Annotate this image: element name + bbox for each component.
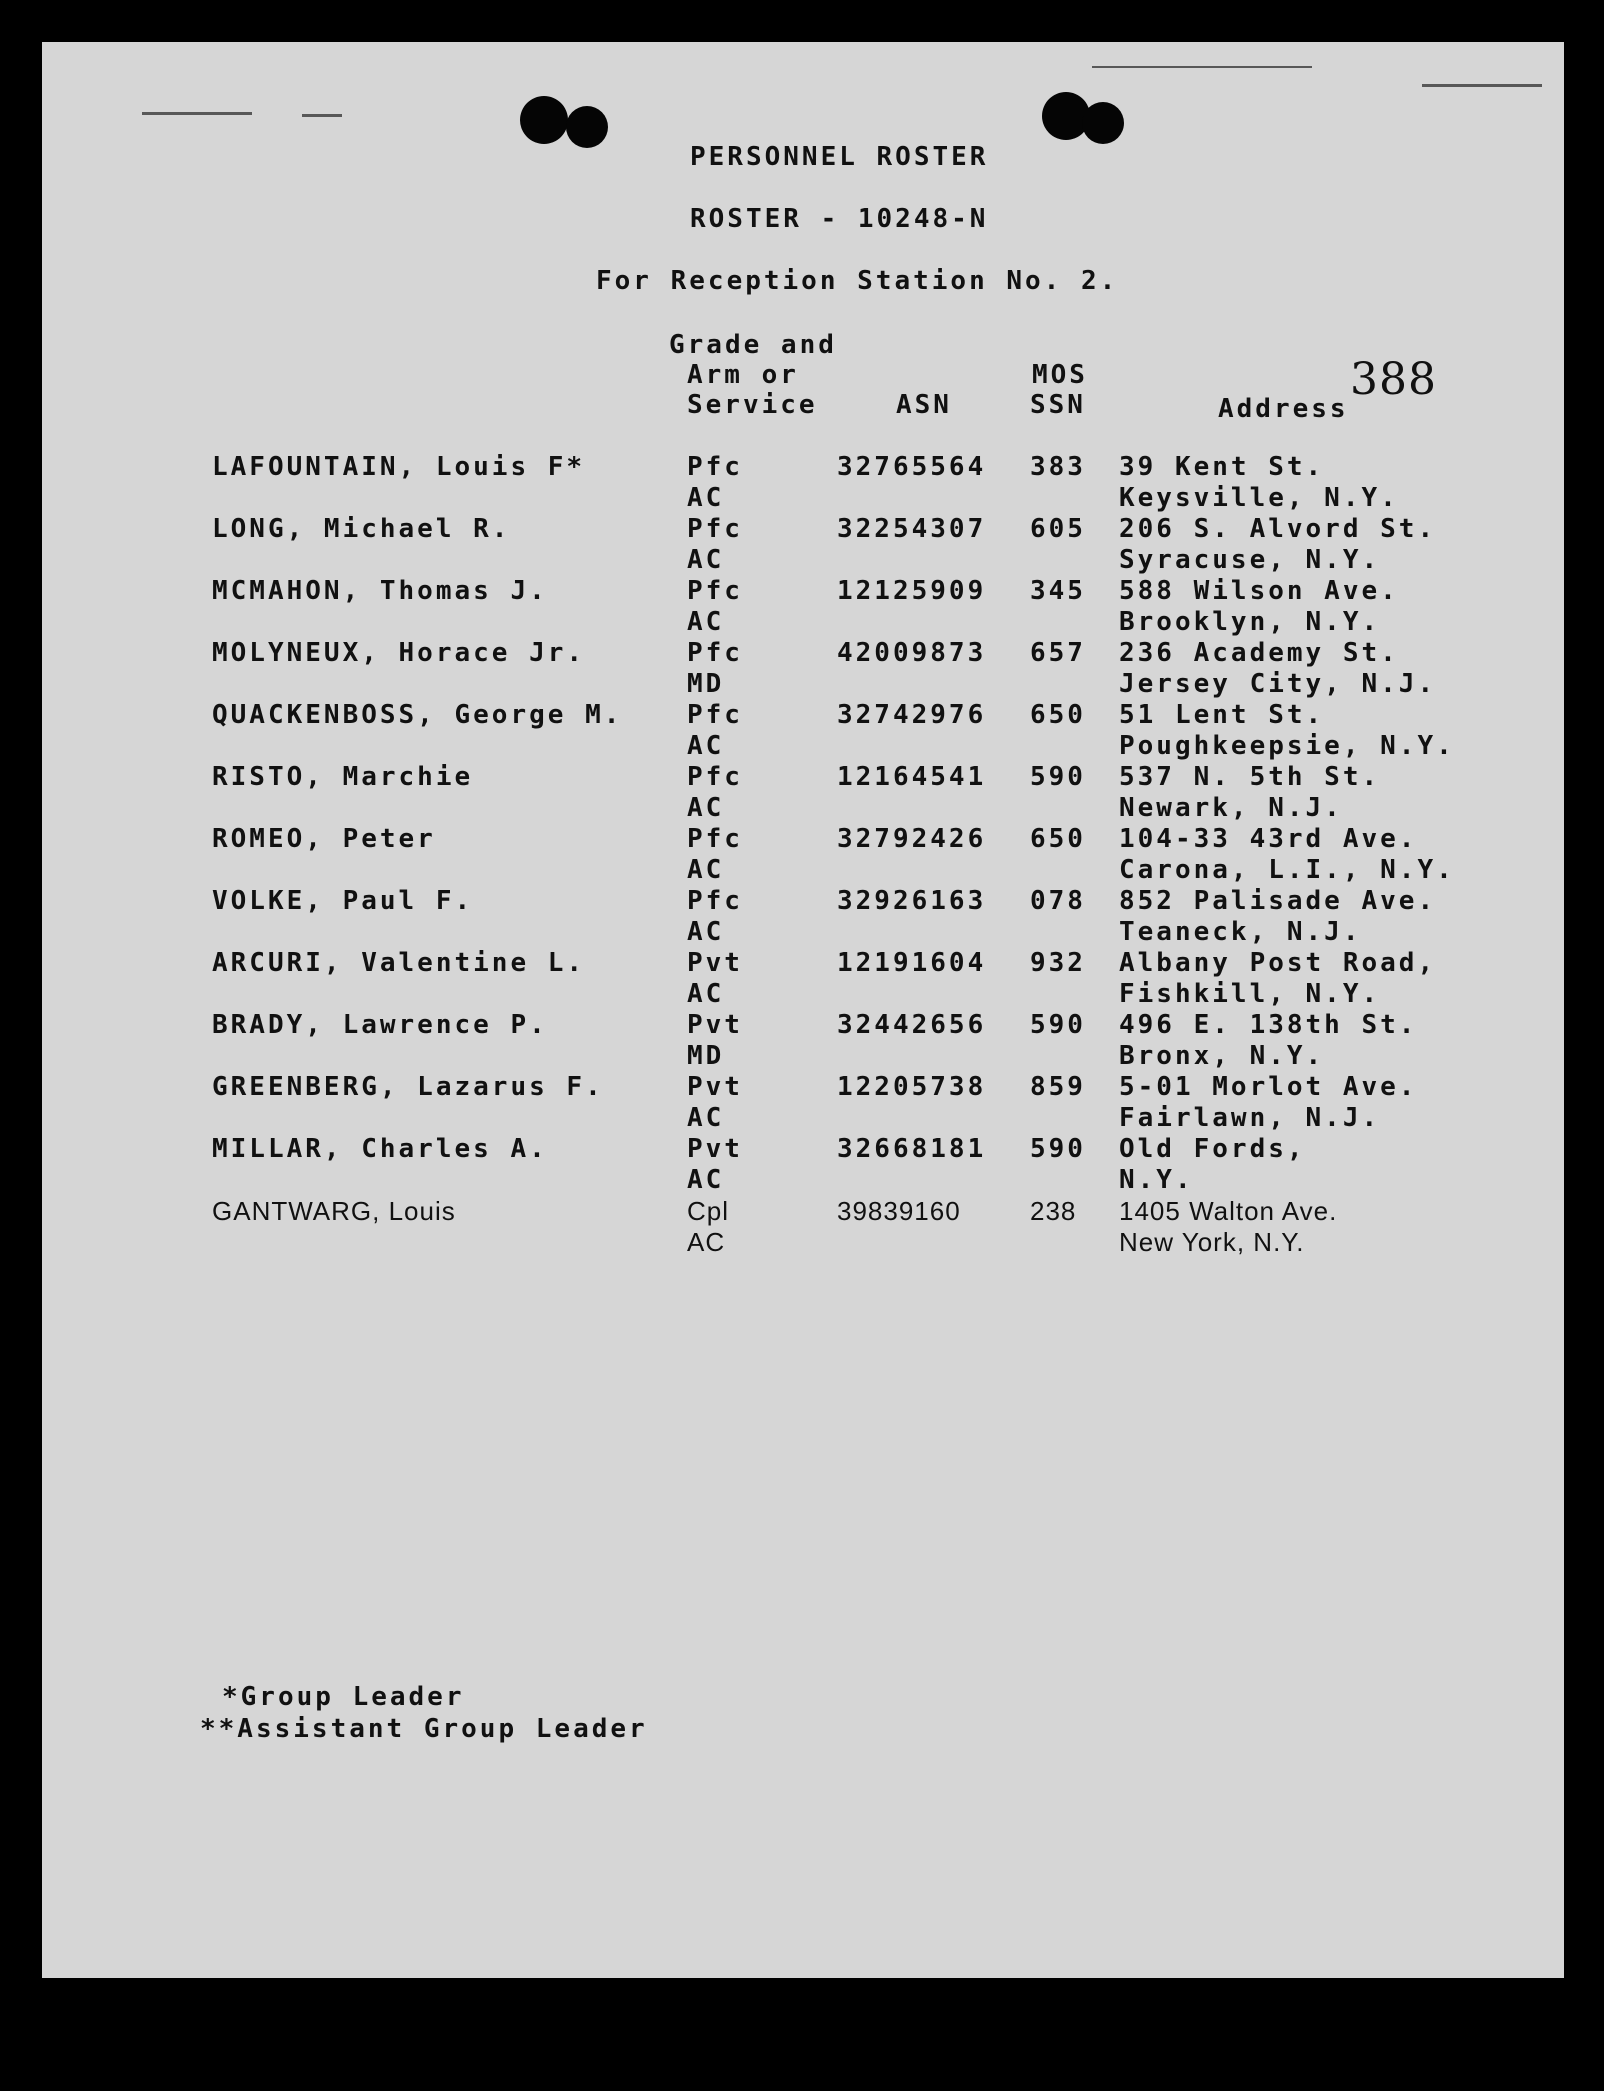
arm-or-service: AC xyxy=(687,793,725,823)
address-line-2: Keysville, N.Y. xyxy=(1119,483,1399,513)
mos-ssn: 078 xyxy=(1030,886,1086,916)
soldier-name: VOLKE, Paul F. xyxy=(212,886,474,916)
mos-ssn: 605 xyxy=(1030,514,1086,544)
mos-ssn: 590 xyxy=(1030,1010,1086,1040)
column-header-grade: Arm or xyxy=(687,360,799,390)
arm-or-service: MD xyxy=(687,669,725,699)
mos-ssn: 859 xyxy=(1030,1072,1086,1102)
scan-mark xyxy=(1092,66,1312,68)
soldier-name: GANTWARG, Louis xyxy=(212,1196,456,1226)
asn: 32254307 xyxy=(837,514,987,544)
column-header-grade: Grade and xyxy=(669,330,837,360)
asn: 32765564 xyxy=(837,452,987,482)
column-header-mos: SSN xyxy=(1030,390,1086,420)
soldier-name: MILLAR, Charles A. xyxy=(212,1134,548,1164)
soldier-name: ARCURI, Valentine L. xyxy=(212,948,586,978)
table-row xyxy=(42,1072,1564,1134)
asn: 12191604 xyxy=(837,948,987,978)
mos-ssn: 657 xyxy=(1030,638,1086,668)
arm-or-service: AC xyxy=(687,917,725,947)
table-row xyxy=(42,576,1564,638)
asn: 32442656 xyxy=(837,1010,987,1040)
address-line-1: Albany Post Road, xyxy=(1119,948,1437,978)
grade: Pfc xyxy=(687,700,743,730)
soldier-name: LONG, Michael R. xyxy=(212,514,511,544)
mos-ssn: 345 xyxy=(1030,576,1086,606)
column-header-asn: ASN xyxy=(896,390,952,420)
arm-or-service: MD xyxy=(687,1041,725,1071)
table-row xyxy=(42,1010,1564,1072)
asn: 39839160 xyxy=(837,1196,961,1226)
scan-mark xyxy=(1422,84,1542,87)
soldier-name: ROMEO, Peter xyxy=(212,824,436,854)
asn: 32792426 xyxy=(837,824,987,854)
address-line-2: Syracuse, N.Y. xyxy=(1119,545,1381,575)
arm-or-service: AC xyxy=(687,545,725,575)
grade: Pfc xyxy=(687,762,743,792)
document-page xyxy=(42,42,1564,1978)
address-line-2: New York, N.Y. xyxy=(1119,1227,1305,1257)
mos-ssn: 590 xyxy=(1030,1134,1086,1164)
soldier-name: MCMAHON, Thomas J. xyxy=(212,576,548,606)
grade: Pfc xyxy=(687,452,743,482)
address-line-2: Fairlawn, N.J. xyxy=(1119,1103,1381,1133)
arm-or-service: AC xyxy=(687,483,725,513)
address-line-2: Brooklyn, N.Y. xyxy=(1119,607,1381,637)
footnote-assistant-group-leader: **Assistant Group Leader xyxy=(200,1714,648,1744)
table-row xyxy=(42,762,1564,824)
table-row xyxy=(42,452,1564,514)
table-row xyxy=(42,638,1564,700)
punch-hole-left xyxy=(520,96,568,144)
punch-hole-left-overlap xyxy=(566,106,608,148)
table-row xyxy=(42,514,1564,576)
address-line-2: Fishkill, N.Y. xyxy=(1119,979,1381,1009)
table-row xyxy=(42,700,1564,762)
address-line-1: 104-33 43rd Ave. xyxy=(1119,824,1418,854)
mos-ssn: 238 xyxy=(1030,1196,1077,1226)
address-line-1: Old Fords, xyxy=(1119,1134,1306,1164)
table-row xyxy=(42,948,1564,1010)
address-line-2: Teaneck, N.J. xyxy=(1119,917,1362,947)
soldier-name: MOLYNEUX, Horace Jr. xyxy=(212,638,586,668)
grade: Pvt xyxy=(687,1072,743,1102)
soldier-name: QUACKENBOSS, George M. xyxy=(212,700,623,730)
table-row xyxy=(42,886,1564,948)
scan-mark xyxy=(302,114,342,117)
grade: Cpl xyxy=(687,1196,730,1226)
asn: 12125909 xyxy=(837,576,987,606)
grade: Pvt xyxy=(687,1010,743,1040)
punch-hole-right-overlap xyxy=(1082,102,1124,144)
asn: 42009873 xyxy=(837,638,987,668)
mos-ssn: 650 xyxy=(1030,700,1086,730)
address-line-1: 588 Wilson Ave. xyxy=(1119,576,1399,606)
address-line-1: 51 Lent St. xyxy=(1119,700,1325,730)
station-line: For Reception Station No. 2. xyxy=(596,266,1119,296)
soldier-name: RISTO, Marchie xyxy=(212,762,474,792)
soldier-name: LAFOUNTAIN, Louis F* xyxy=(212,452,586,482)
mos-ssn: 590 xyxy=(1030,762,1086,792)
address-line-1: 537 N. 5th St. xyxy=(1119,762,1381,792)
address-line-2: Newark, N.J. xyxy=(1119,793,1343,823)
address-line-2: Bronx, N.Y. xyxy=(1119,1041,1325,1071)
asn: 32668181 xyxy=(837,1134,987,1164)
grade: Pvt xyxy=(687,948,743,978)
address-line-2: Poughkeepsie, N.Y. xyxy=(1119,731,1455,761)
address-line-1: 1405 Walton Ave. xyxy=(1119,1196,1338,1226)
mos-ssn: 383 xyxy=(1030,452,1086,482)
table-row xyxy=(42,1134,1564,1196)
address-line-1: 496 E. 138th St. xyxy=(1119,1010,1418,1040)
arm-or-service: AC xyxy=(687,731,725,761)
grade: Pvt xyxy=(687,1134,743,1164)
arm-or-service: AC xyxy=(687,1103,725,1133)
scan-mark xyxy=(142,112,252,115)
address-line-2: N.Y. xyxy=(1119,1165,1194,1195)
column-header-address: Address xyxy=(1218,394,1349,424)
grade: Pfc xyxy=(687,576,743,606)
column-header-mos: MOS xyxy=(1032,360,1088,390)
address-line-1: 852 Palisade Ave. xyxy=(1119,886,1437,916)
table-row xyxy=(42,1196,1564,1258)
asn: 12205738 xyxy=(837,1072,987,1102)
arm-or-service: AC xyxy=(687,1227,726,1257)
arm-or-service: AC xyxy=(687,607,725,637)
address-line-2: Jersey City, N.J. xyxy=(1119,669,1437,699)
asn: 32742976 xyxy=(837,700,987,730)
asn: 32926163 xyxy=(837,886,987,916)
mos-ssn: 650 xyxy=(1030,824,1086,854)
footnote-group-leader: *Group Leader xyxy=(222,1682,465,1712)
address-line-1: 236 Academy St. xyxy=(1119,638,1399,668)
soldier-name: GREENBERG, Lazarus F. xyxy=(212,1072,604,1102)
arm-or-service: AC xyxy=(687,855,725,885)
arm-or-service: AC xyxy=(687,1165,725,1195)
roster-number: ROSTER - 10248-N xyxy=(690,204,989,234)
grade: Pfc xyxy=(687,886,743,916)
grade: Pfc xyxy=(687,638,743,668)
page-number: 388 xyxy=(1350,354,1437,405)
grade: Pfc xyxy=(687,514,743,544)
asn: 12164541 xyxy=(837,762,987,792)
grade: Pfc xyxy=(687,824,743,854)
address-line-2: Carona, L.I., N.Y. xyxy=(1119,855,1455,885)
address-line-1: 206 S. Alvord St. xyxy=(1119,514,1437,544)
address-line-1: 39 Kent St. xyxy=(1119,452,1325,482)
document-title: PERSONNEL ROSTER xyxy=(690,142,989,172)
address-line-1: 5-01 Morlot Ave. xyxy=(1119,1072,1418,1102)
column-header-grade: Service xyxy=(687,390,818,420)
soldier-name: BRADY, Lawrence P. xyxy=(212,1010,548,1040)
arm-or-service: AC xyxy=(687,979,725,1009)
table-row xyxy=(42,824,1564,886)
mos-ssn: 932 xyxy=(1030,948,1086,978)
